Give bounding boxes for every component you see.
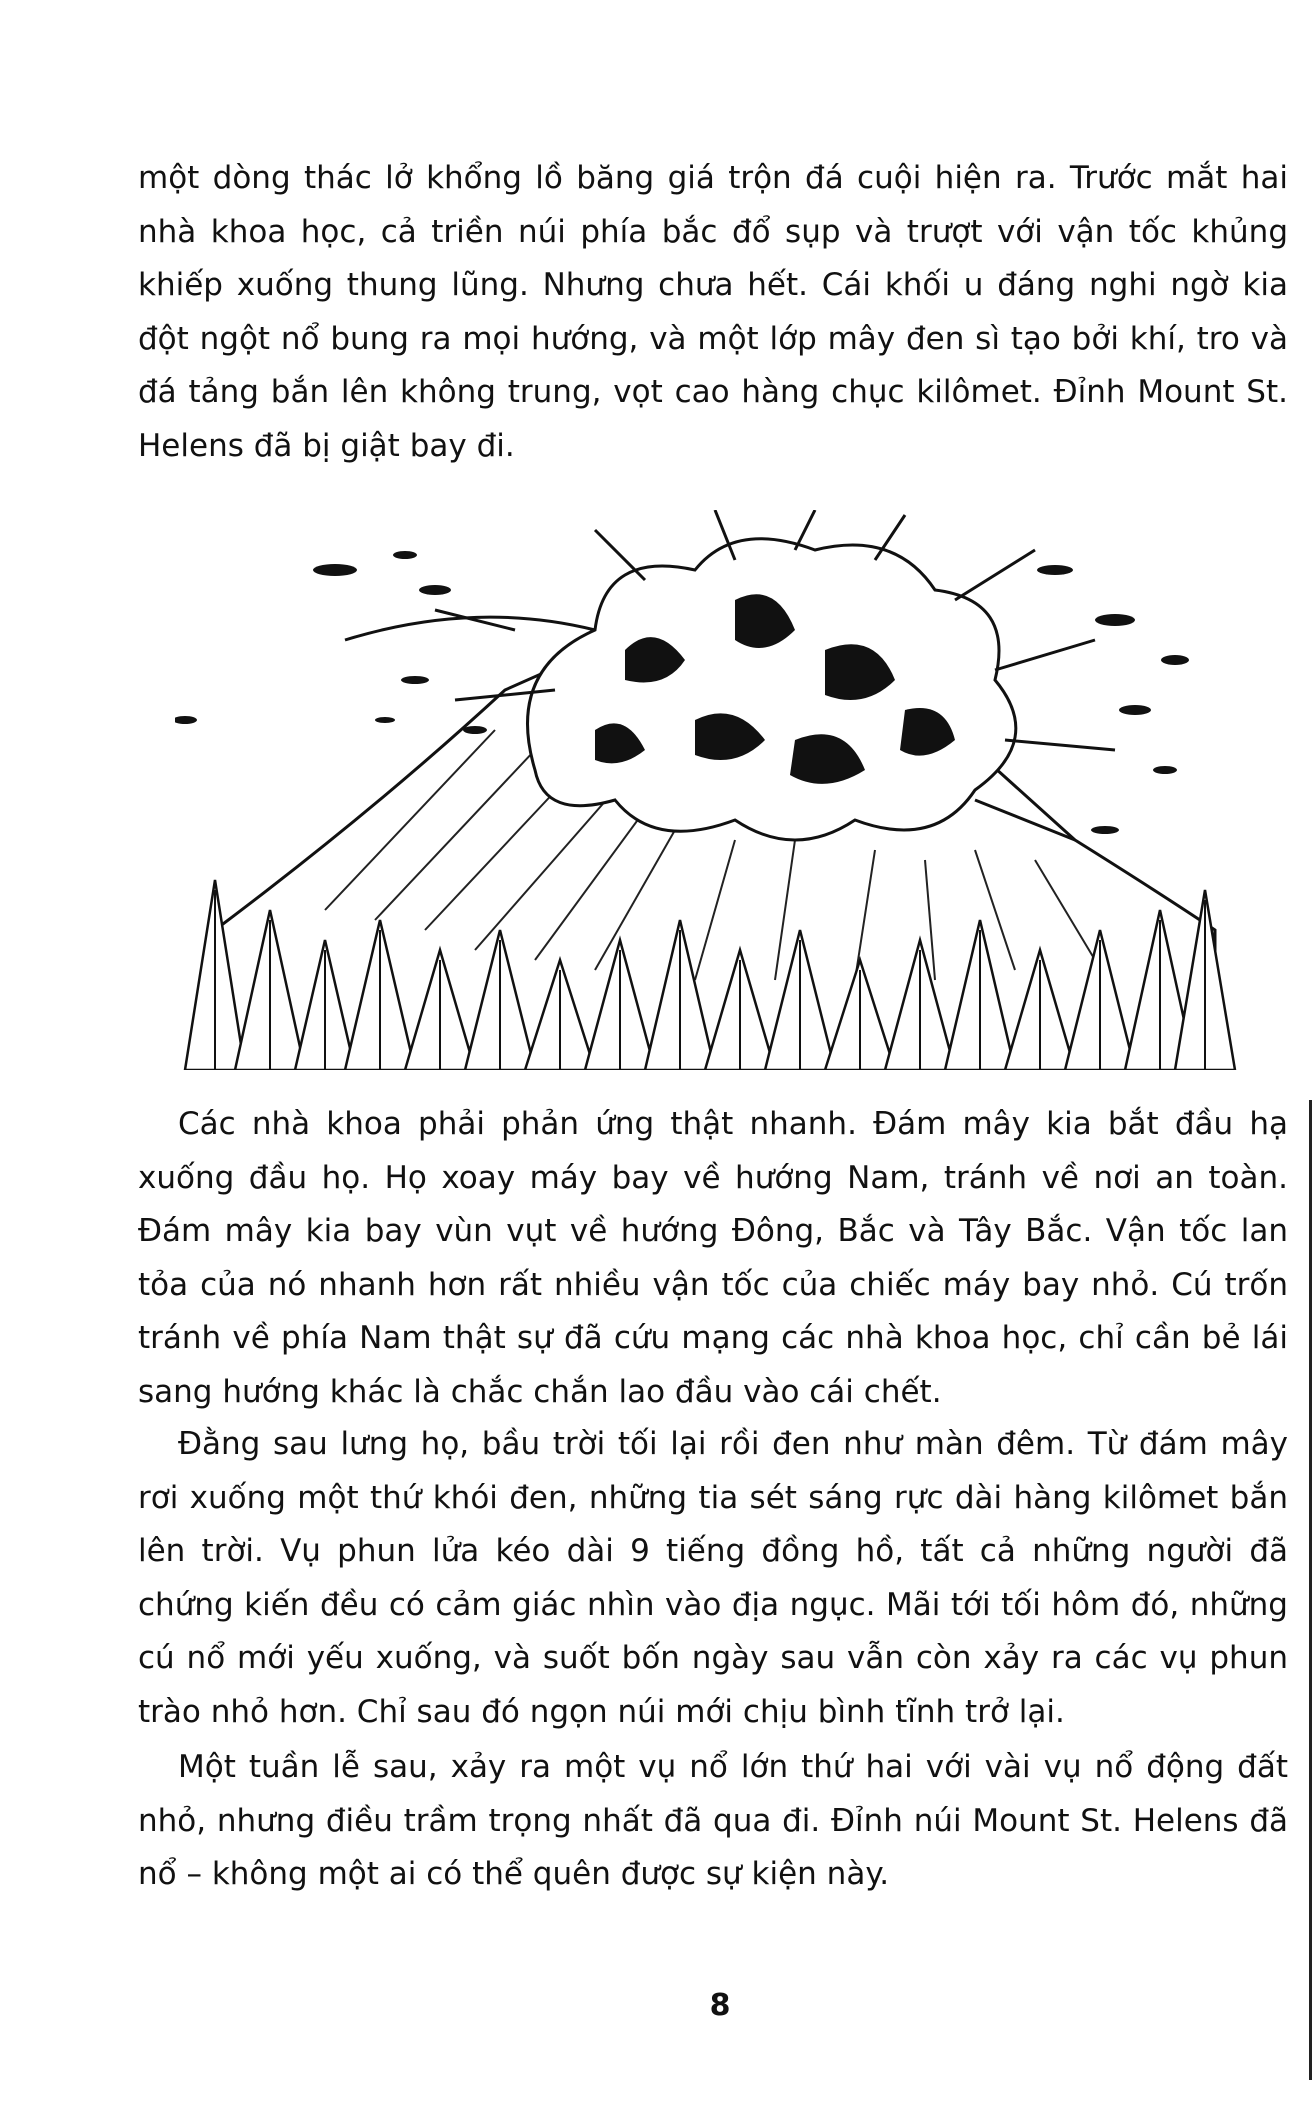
paragraph-3: Đằng sau lưng họ, bầu trời tối lại rồi đen như màn đêm. Từ đám mây rơi xuống một thứ khói đen, những tia sét sáng rực dài hàng kilômet bắn lên trời. Vụ phun lửa kéo dài 9 tiếng đồng hồ, tất cả những người đã chứng kiến đều có cảm giác nhìn vào địa ngục. Mãi tới tối hôm đó, những cú nổ mới yếu xuống, và suốt bốn ngày sau vẫn còn xảy ra các vụ phun trào nhỏ hơn. Chỉ sau đó ngọn núi mới chịu bình tĩnh trở lại. (138, 1426, 1288, 1730)
paragraph-2: Các nhà khoa phải phản ứng thật nhanh. Đám mây kia bắt đầu hạ xuống đầu họ. Họ xoay máy bay về hướng Nam, tránh về nơi an toàn. Đám mây kia bay vùn vụt về hướng Đông, Bắc và Tây Bắc. Vận tốc lan tỏa của nó nhanh hơn rất nhiều vận tốc của chiếc máy bay nhỏ. Cú trốn tránh về phía Nam thật sự đã cứu mạng các nhà khoa học, chỉ cần bẻ lái sang hướng khác là chắc chắn lao đầu vào cái chết. (138, 1106, 1288, 1410)
page-number: 8 (709, 1988, 731, 2023)
paragraph-4: Một tuần lễ sau, xảy ra một vụ nổ lớn thứ hai với vài vụ nổ động đất nhỏ, nhưng điều trầm trọng nhất đã qua đi. Đỉnh núi Mount St. Helens đã nổ – không một ai có thể quên được sự kiện này. (138, 1749, 1288, 1892)
paragraph-1: một dòng thác lở khổng lồ băng giá trộn đá cuội hiện ra. Trước mắt hai nhà khoa học, cả triền núi phía bắc đổ sụp và trượt với vận tốc khủng khiếp xuống thung lũng. Nhưng chưa hết. Cái khối u đáng nghi ngờ kia đột ngột nổ bung ra mọi hướng, và một lớp mây đen sì tạo bởi khí, tro và đá tảng bắn lên không trung, vọt cao hàng chục kilômet. Đỉnh Mount St. Helens đã bị giật bay đi. (138, 160, 1288, 464)
volcano-eruption-illustration (175, 510, 1237, 1070)
